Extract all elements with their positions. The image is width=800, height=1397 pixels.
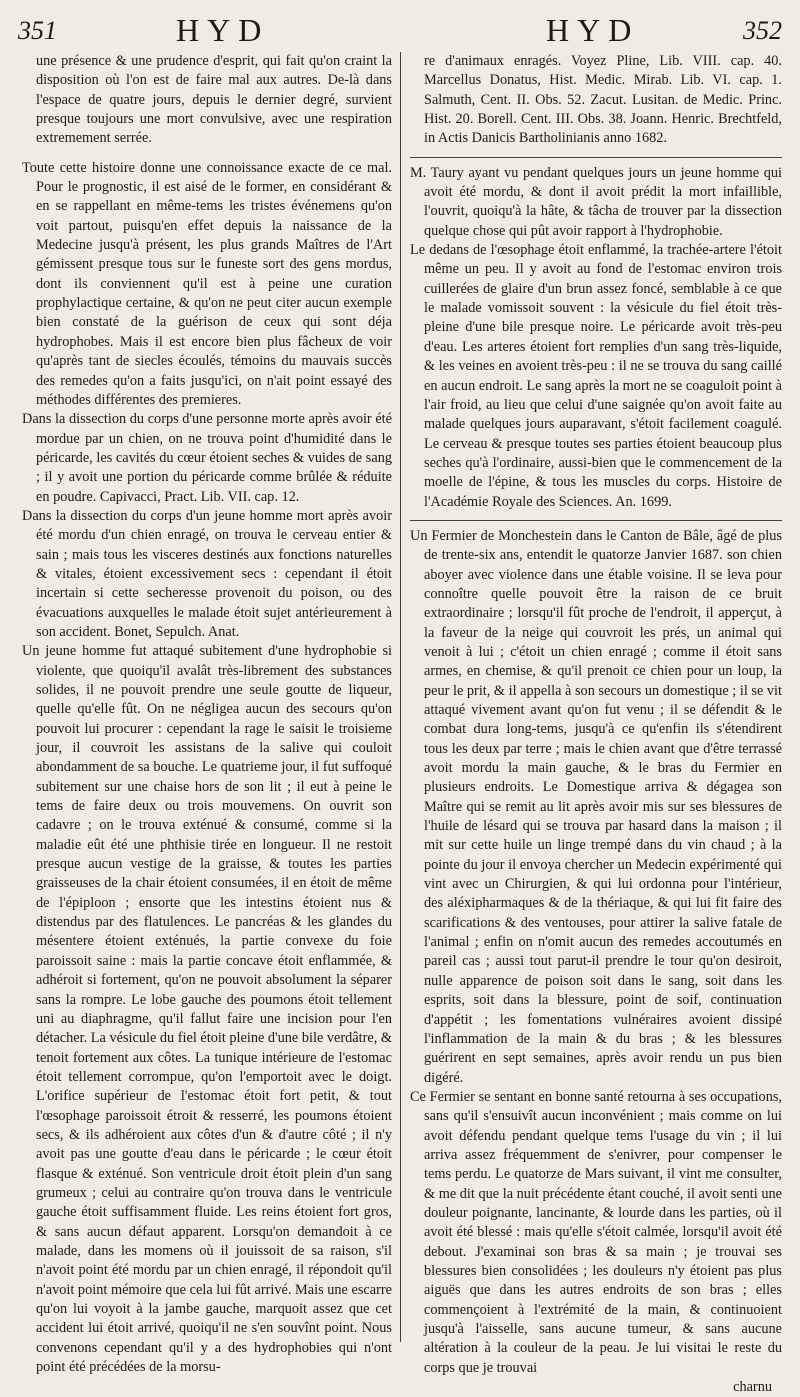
- paragraph: Un jeune homme fut attaqué subitement d'une hydrophobie si violente, que quoiqu'il avalât très-librement des substances solides, il ne pouvoit prendre une seule goutte de liqueur, quelle qu'elle fût. On ne négligea aucun des secours qu'on pouvoit lui procurer : cependant la rage le saisit le troisieme jour, il couvroit les assistans de la salive qui couloit abondamment de sa bouche. Le quatrieme jour, il fut suffoqué subitement sur une chaise hors de son lit ; il eut à peine le tems de faire deux ou trois mouvemens. On ouvrit son cadavre ; on le trouva exténué & consumé, comme si la maladie eût été une phthisie tirée en longueur. Il ne restoit presque aucun vestige de la graisse, & toutes les parties graisseuses de la chair étoient consumées, il en étoit de même de l'épiploon ; ensorte que les intestins étoient nus & distendus par des flatulences. Le pancréas & les glandes du mésentere étoient exténués, la partie convexe du foie paroissoit saine : mais la partie concave étoit enflammée, & adhéroit si fortement, qu'on ne pouvoit absolument la séparer sans la rompre. Le lobe gauche des poumons étoit tellement uni au diaphragme, qu'il fallut faire une incision pour l'en détacher. La vésicule du fiel étoit pleine d'une bile verdâtre, & tenoit fortement aux côtes. La tunique intérieure de l'estomac étoit tellement corrompue, qu'on l'emportoit avec le doigt. L'orifice supérieur de l'estomac étoit fort petit, & tout l'œsophage paroissoit étroit & resserré, les poumons étoient secs, & ils adhéroient aux côtes d'un & d'autre côté ; il n'y avoit pas une goutte d'eau dans le péricarde ; le cœur étoit flasque & exténué. Son ventricule droit étoit plein d'un sang grumeux ; celui au contraire qu'on trouva dans le ventricule gauche étoit suffisamment fluide. Les reins étoient fort gros, & sans aucun défaut apparent. Lorsqu'on demandoit à ce malade, dans les momens où il jouissoit de sa raison, s'il n'avoit point été mordu par un chien enragé, il répondoit qu'il n'avoit point mémoire que cela lui fût arrivé. Mais une escarre qu'on lui voyoit à la jambe gauche, marquoit assez que cet accident lui étoit arrivé, quoiqu'il ne s'en souvînt point. Nous convenons cependant qu'il y a des hydrophobies qui n'ont point été précédées de la morsu-: [22, 643, 392, 1376]
- paragraph: re d'animaux enragés. Voyez Pline, Lib. VIII. cap. 40. Marcellus Donatus, Hist. Medic. Mirab. Lib. VI. cap. 1. Salmuth, Cent. II. Obs. 52. Zacut. Lusitan. de Medic. Princ. Hist. 20. Borell. Cent. III. Obs. 38. Joann. Henric. Brechtfeld, in Actis Danicis Bartholinianis anno 1682.: [424, 53, 782, 147]
- paragraph: Dans la dissection du corps d'un jeune homme mort après avoir été mordu d'un chien enragé, on trouva le cerveau entier & sain ; mais tous les visceres destinés aux fonctions naturelles & vitales, étoient excessivement secs : cependant il étoit incertain si cette secheresse provenoit du poison, ou des évacuations auxquelles le malade étoit sujet antérieurement à son accident. Bonet, Sepulch. Anat.: [22, 507, 392, 640]
- page-number-right: 352: [743, 16, 782, 45]
- page-header: [0, 10, 800, 50]
- paragraph: M. Taury ayant vu pendant quelques jours un jeune homme qui avoit été mordu, & dont il avoit prédit la mort infaillible, l'ouvrit, quoiqu'à la hâte, & tâcha de trouver par la dissection quelque chose qui pût avoir rapport à l'hydrophobie.: [410, 157, 782, 241]
- paragraph: Dans la dissection du corps d'une personne morte après avoir été mordue par un chien, on ne trouva point d'humidité dans le péricarde, les cavités du cœur étoient seches & vuides de sang ; il y avoit une portion du péricarde comme brûlée & réduite en poudre. Capivacci, Pract. Lib. VII. cap. 12.: [22, 411, 392, 505]
- page-number-left: 351: [18, 16, 57, 45]
- paragraph: Toute cette histoire donne une connoissance exacte de ce mal. Pour le prognostic, il est aisé de le former, en considérant & en se rappellant en même-tems les tristes événemens qu'on voit partout, puisqu'en effet depuis la naissance de la Medecine jusqu'à présent, les plus grands Maîtres de l'Art gémissent presque tous sur le funeste sort des gens mordus, dont ils conviennent qu'il est à peine une curation prophylactique certaine, & qu'on ne peut citer aucun exemple bien constaté de la guérison de ceux qui sont déja hydrophobes. Mais il est encore bien plus fâcheux de voir qu'après tant de siecles écoulés, témoins du mauvais succès des remedes qu'on a faits jusqu'ici, on n'ait point essayé des méthodes différentes des premieres.: [22, 159, 392, 408]
- paragraph: Ce Fermier se sentant en bonne santé retourna à ses occupations, sans qu'il s'ensuivît aucun inconvénient ; mais comme on lui avoit défendu pendant quelque tems l'usage du vin ; il lui arriva assez fréquemment de s'enivrer, pour compenser le tems perdu. Le quatorze de Mars suivant, il vint me consulter, & me dit que la nuit précédente étant couché, il avoit senti une douleur poignante, lancinante, & lourde dans les parties, où il avoit été blessé : mais qu'elle s'étoit calmée, lorsqu'il avoit été debout. J'examinai son bras & sa main ; je trouvai ses blessures bien consolidées ; les douleurs n'y étoient pas plus aiguës que dans les autres endroits de son bras ; elles commençoient à l'extrémité de la main, & continuoient jusqu'à l'aisselle, sans aucune tumeur, & sans aucune altération à la couleur de la peau. Je lui visitai le reste du corps que je trouvai: [410, 1088, 782, 1376]
- right-column: [410, 52, 782, 1396]
- paragraph: Le dedans de l'œsophage étoit enflammé, la trachée-artere l'étoit même un peu. Il y avoit au fond de l'estomac environ trois cuillerées de glaire d'un brun assez foncé, semblable à ce que le malade vomissoit souvent : la vésicule du fiel étoit très-pleine d'une bile presque noire. Le péricarde avoit très-peu d'eau. Les arteres étoient fort remplies d'un sang très-liquide, & les veines en avoient très-peu : il ne se trouva du sang caillé en aucun endroit. Le sang après la mort ne se coaguloit point à l'air froid, au lieu que celui d'une saignée qu'on avoit faite au malade quelques jours auparavant, s'étoit facilement coagulé. Le cerveau & presque toutes ses parties étoient beaucoup plus seches qu'à l'ordinaire, aussi-bien que le commencement de la moelle de l'épine, & tous les muscles du corps. Histoire de l'Académie Royale des Sciences. An. 1699.: [410, 242, 782, 510]
- paragraph: Un Fermier de Monchestein dans le Canton de Bâle, âgé de plus de trente-six ans, entendit le quatorze Janvier 1687. son chien aboyer avec violence dans une étable voisine. Il se leva pour connoître quelle pouvoit être la raison de ce bruit extraordinaire ; lorsqu'il fût proche de l'endroit, il apperçut, à la faveur de la neige qui couvroit les prés, un animal qui venoit à lui ; c'étoit un chien enragé ; comme il étoit sans armes, en chemise, & qu'il prenoit ce chien pour un loup, la peur le prit, & il appella à son secours un domestique ; il se vit attaqué vivement avant qu'on fut venu ; il se défendit & le combat dura long-tems, jusqu'à ce qu'enfin ils s'étendirent tous les deux par terre ; mais le chien avant que d'être terrassé avoit mordu la main gauche, & le bras du Fermier en plusieurs endroits. Le Domestique arriva & dégagea son Maître qui se remit au lit après avoir mis sur ses blessures de l'huile de lésard qui se trouva par hasard dans la maison ; il mit sur cette huile un linge trempé dans du vin chaud ; à la pointe du jour il envoya chercher un Medecin expérimenté qui vint avec un Chirurgien, & qui lui ordonna pour l'intérieur, des aléxipharmaques & de la thériaque, & qui lui fit faire des scarifications & des ventouses, pour attirer la salive fatale de l'animal ; enfin on n'omit aucun des remedes accoutumés en pareil cas ; aussi tout parut-il prendre le tour qu'on desiroit, nulle apparence de poison soit dans le sang, soit dans les esprits, soit dans la blessure, point de soif, continuation d'appétit ; les fomentations vulnéraires avoient dissipé l'inflammation de la main & du bras ; & les blessures guérirent en sept semaines, après avoir rendu un pus bien digéré.: [410, 520, 782, 1088]
- column-divider: [400, 52, 401, 1342]
- running-head-left: HYD: [176, 12, 270, 48]
- catchword: charnu: [733, 1379, 772, 1396]
- paragraph: une présence & une prudence d'esprit, qui fait qu'on craint la disposition où l'on est de faire mal aux autres. De-là dans l'espace de quatre jours, depuis le dernier degré, survient presque toujours une mort convulsive, avec une respiration extremement serrée.: [36, 53, 392, 147]
- left-column: [22, 52, 392, 1376]
- running-head-right: HYD: [546, 12, 640, 48]
